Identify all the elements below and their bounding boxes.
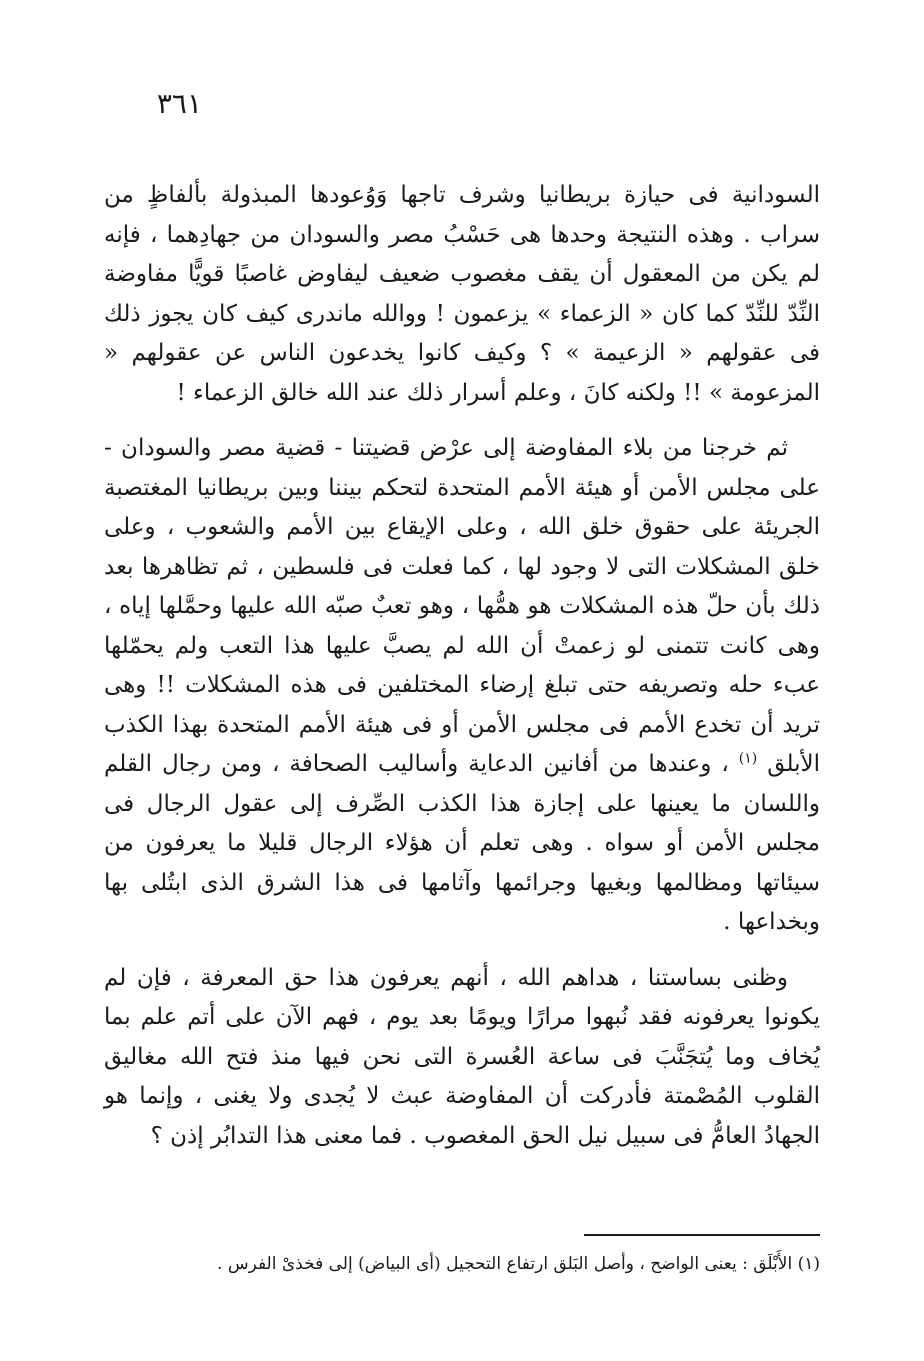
paragraph-2 bbox=[104, 429, 820, 943]
paragraph-2-continuation: ، وعندها من أفانين الدعاية وأساليب الصحافة ، ومن رجال القلم واللسان ما يعينها على إجازة هذا الكذب الصِّرف إلى عقول الرجال فى مجلس الأمن أو سواه . وهى تعلم أن هؤلاء الرجال قليلا ما يعرفون من سيئاتها ومظالمها وبغيها وجرائمها وآثامها فى هذا الشرق الذى ابتُلى بها وبخداعها . bbox=[104, 751, 820, 935]
paragraph-3: وظنى بساستنا ، هداهم الله ، أنهم يعرفون هذا حق المعرفة ، فإن لم يكونوا يعرفونه فقد نُبهوا مرارًا ويومًا بعد يوم ، فهم الآن على أتم علم بما يُخاف وما يُتجَنَّبَ فى ساعة العُسرة التى نحن فيها منذ فتح الله مغاليق القلوب المُصْمتة فأدركت أن المفاوضة عبث لا يُجدى ولا يغنى ، وإنما هو الجهادُ العامُّ فى سبيل نيل الحق المغصوب . فما معنى هذا التدابُر إذن ؟ bbox=[104, 964, 820, 1149]
page-number: ٣٦١ bbox=[156, 87, 202, 120]
paragraph-1: السودانية فى حيازة بريطانيا وشرف تاجها وَوُعودها المبذولة بألفاظٍ من سراب . وهذه النتيجة وحدها هى حَسْبُ مصر والسودان من جهادِهما ، فإنه لم يكن من المعقول أن يقف مغصوب ضعيف ليفاوض غاصبًا قويًّا مفاوضة النِّدّ للنِّدّ كما كان « الزعماء » يزعمون ! ووالله ماندرى كيف كان يجوز ذلك فى عقولهم « الزعيمة » ؟ وكيف كانوا يخدعون الناس عن عقولهم « المزعومة » !! ولكنه كانَ ، وعلم أسرار ذلك عند الله خالق الزعماء ! bbox=[104, 182, 820, 406]
footnote-reference[interactable]: (١) bbox=[738, 750, 758, 767]
paragraph-2-text: ثم خرجنا من بلاء المفاوضة إلى عرْض قضيتنا - قضية مصر والسودان - على مجلس الأمن أو هيئة الأمم المتحدة لتحكم بيننا وبين بريطانيا المغتصبة الجريئة على حقوق خلق الله ، وعلى الإيقاع بين الأمم والشعوب ، وعلى خلق المشكلات التى لا وجود لها ، كما فعلت فى فلسطين ، ثم تظاهرها بعد ذلك بأن حلّ هذه المشكلات هو همُّها ، وهو تعبٌ صبّه الله عليها وحمَّلها إياه ، وهى كانت تتمنى لو زعمتْ أن الله لم يصبَّ عليها هذا التعب ولم يحمّلها عبء حله وتصريفه حتى تبلغ إرضاء المختلفين فى هذه المشكلات !! وهى تريد أن تخدع الأمم فى مجلس الأمن أو فى هيئة الأمم المتحدة بهذا الكذب الأبلق bbox=[104, 435, 821, 777]
footnote: (١) الأَبْلَق : يعنى الواضح ، وأصل البَلق ارتفاع التحجيل (أى البياض) إلى فخذىْ الفرس . bbox=[217, 1254, 820, 1274]
footnote-divider bbox=[584, 1234, 820, 1236]
body-text bbox=[104, 176, 820, 1172]
